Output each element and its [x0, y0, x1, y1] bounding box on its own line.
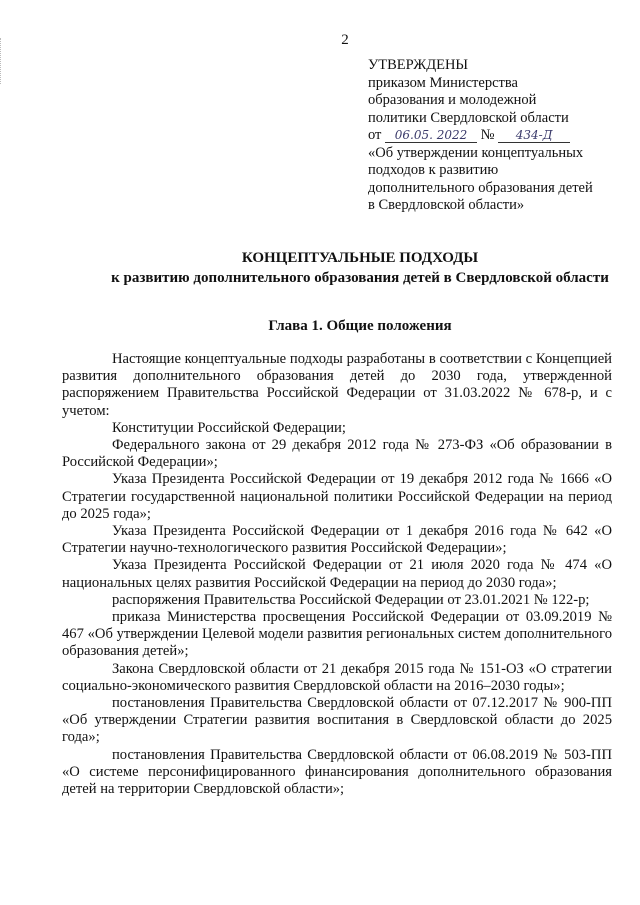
number-label: № — [480, 127, 495, 143]
title-line-1: КОНЦЕПТУАЛЬНЫЕ ПОДХОДЫ — [241, 250, 479, 266]
document-title — [60, 248, 640, 288]
paragraph: Указа Президента Российской Федерации от 1 декабря 2016 года № 642 «О Стратегии научно-технологического развития Российской Федерации»; — [62, 523, 612, 557]
paragraph: приказа Министерства просвещения Российской Федерации от 03.09.2019 № 467 «Об утверждении Целевой модели развития региональных систем дополнительного образования детей»; — [62, 609, 612, 660]
approval-line-6: подходов к развитию — [368, 162, 499, 178]
paragraph: постановления Правительства Свердловской области от 07.12.2017 № 900-ПП «Об утверждении Стратегии развития воспитания в Свердловской области до 2025 года»; — [62, 695, 612, 746]
title-line-2: к развитию дополнительного образования детей в Свердловской области — [111, 270, 609, 286]
approval-line-3: политики Свердловской области — [368, 109, 569, 126]
handwritten-date: 06.05. 2022 — [385, 128, 477, 143]
chapter-title: Глава 1. Общие положения — [268, 318, 452, 334]
approval-date-line — [368, 127, 630, 145]
approval-line-1: приказом Министерства — [368, 74, 518, 91]
approval-line-5: «Об утверждении концептуальных — [368, 144, 584, 161]
approval-line-7: дополнительного образования детей — [368, 179, 593, 196]
paragraph: распоряжения Правительства Российской Федерации от 23.01.2021 № 122-р; — [112, 591, 590, 608]
handwritten-number: 434-Д — [498, 128, 570, 143]
paragraph: Закона Свердловской области от 21 декабря 2015 года № 151-ОЗ «О стратегии социально-экономического развития Свердловской области на 2016–2030 годы»; — [62, 660, 612, 694]
approval-line-8: в Свердловской области» — [368, 197, 525, 213]
paragraph: Федерального закона от 29 декабря 2012 года № 273-ФЗ «Об образовании в Российской Федерации»; — [62, 437, 612, 471]
approval-line-2: образования и молодежной — [368, 92, 537, 108]
approval-heading: УТВЕРЖДЕНЫ — [368, 57, 469, 73]
paragraph: Указа Президента Российской Федерации от 21 июля 2020 года № 474 «О национальных целях развития Российской Федерации на период до 2030 года»; — [62, 557, 612, 591]
body-text — [62, 351, 612, 798]
paragraph: Конституции Российской Федерации; — [112, 419, 346, 436]
paragraph: Указа Президента Российской Федерации от 19 декабря 2012 года № 1666 «О Стратегии государственной национальной политики Российской Федерации на период до 2025 года»; — [62, 471, 612, 522]
page-number: 2 — [341, 32, 349, 48]
paragraph: Настоящие концептуальные подходы разработаны в соответствии с Концепцией развития дополнительного образования детей до 2030 года, утвержденной распоряжением Правительства Российской Федерации от 31.03.2022 № 678-р, и с учетом: — [62, 351, 612, 419]
paragraph: постановления Правительства Свердловской области от 06.08.2019 № 503-ПП «О системе персонифицированного финансирования дополнительного образования детей на территории Свердловской области»; — [62, 746, 612, 798]
approval-block — [368, 57, 630, 215]
from-label: от — [368, 127, 382, 143]
